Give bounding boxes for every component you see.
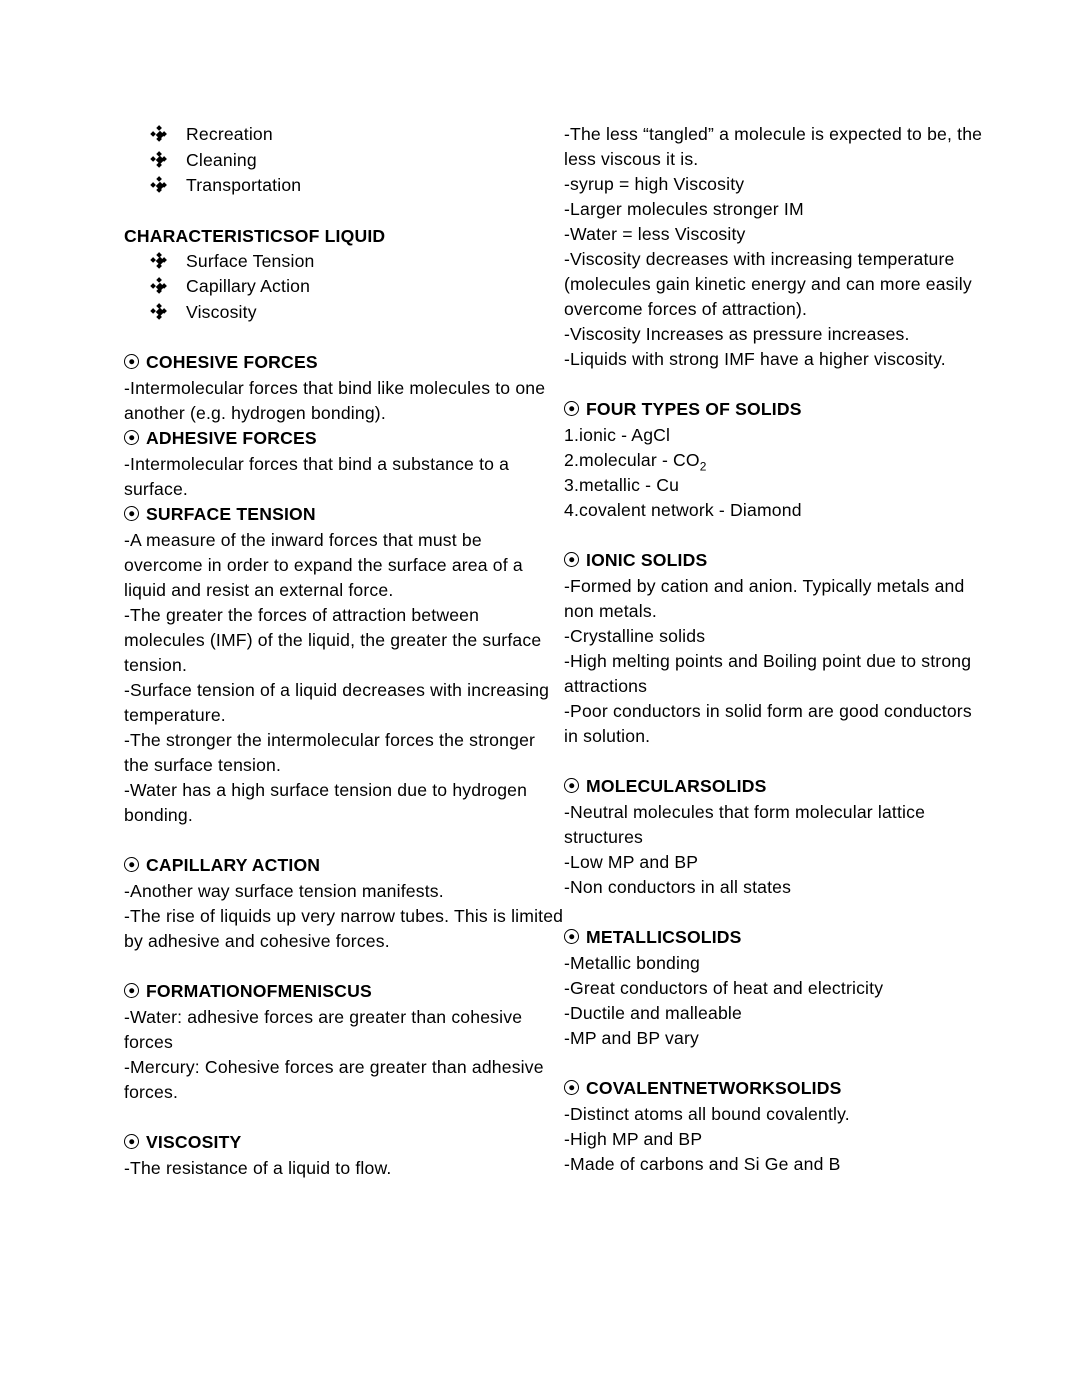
- section-body: -High MP and BP: [564, 1129, 703, 1149]
- section-heading-label: FOUR TYPES OF SOLIDS: [586, 399, 802, 419]
- section-heading-label: VISCOSITY: [146, 1132, 242, 1152]
- circled-dot-bullet-icon: [124, 427, 146, 452]
- section-body: -Poor conductors in solid form are good conductors in solution.: [564, 701, 972, 746]
- section-body: -Viscosity decreases with increasing temperature (molecules gain kinetic energy and can more easily overcome forces of attraction).: [564, 249, 972, 319]
- section-heading-ionic-solids: [564, 548, 984, 574]
- section-body: -Viscosity Increases as pressure increases.: [564, 324, 910, 344]
- section-heading-label: CAPILLARY ACTION: [146, 855, 321, 875]
- spacer: [564, 523, 984, 548]
- list-item-label: Cleaning: [186, 149, 257, 170]
- circled-dot-bullet-icon: [124, 854, 146, 879]
- circled-dot-bullet-icon: [564, 398, 586, 423]
- formula-subscript: 2: [699, 459, 707, 474]
- section-body: -Great conductors of heat and electricity: [564, 978, 884, 998]
- section-heading-label: ADHESIVE FORCES: [146, 428, 317, 448]
- section-heading-label: COVALENTNETWORKSOLIDS: [586, 1078, 842, 1098]
- list-item: [152, 173, 564, 199]
- spacer: [124, 828, 564, 853]
- diamond-bullet-icon: [152, 249, 186, 275]
- spacer: [564, 749, 984, 774]
- diamond-bullet-icon: [152, 274, 186, 300]
- spacer: [124, 199, 564, 224]
- section-heading-molecular-solids: [564, 774, 984, 800]
- list-item: [152, 249, 564, 275]
- formula-prefix: 2.molecular - CO: [564, 450, 700, 470]
- numbered-list-item: 4.covalent network - Diamond: [564, 500, 802, 520]
- section-heading-capillary-action: [124, 853, 564, 879]
- section-body: -Distinct atoms all bound covalently.: [564, 1104, 850, 1124]
- two-column-layout: [0, 122, 1080, 1181]
- right-column: [564, 122, 984, 1177]
- section-heading-label: METALLICSOLIDS: [586, 927, 742, 947]
- section-body: -syrup = high Viscosity: [564, 174, 745, 194]
- section-heading-label: FORMATIONOFMENISCUS: [146, 981, 372, 1001]
- section-body: -The less “tangled” a molecule is expected to be, the less viscous it is.: [564, 124, 983, 169]
- list-item-label: Capillary Action: [186, 276, 311, 296]
- characteristics-list: [124, 249, 564, 326]
- circled-dot-bullet-icon: [564, 549, 586, 574]
- list-item: [152, 300, 564, 326]
- characteristics-heading: CHARACTERISTICSOF LIQUID: [124, 225, 386, 246]
- diamond-bullet-icon: [152, 300, 186, 326]
- list-item: [152, 122, 564, 148]
- spacer: [564, 900, 984, 925]
- section-heading-adhesive-forces: [124, 426, 564, 452]
- circled-dot-bullet-icon: [124, 351, 146, 376]
- spacer: [564, 1051, 984, 1076]
- section-heading-label: IONIC SOLIDS: [586, 550, 708, 570]
- numbered-list-item: 1.ionic - AgCl: [564, 425, 671, 445]
- viscosity-continued-block: [564, 122, 984, 372]
- section-body: -Water has a high surface tension due to hydrogen bonding.: [124, 780, 528, 825]
- section-body: -Ductile and malleable: [564, 1003, 742, 1023]
- section-body: -Intermolecular forces that bind like molecules to one another (e.g. hydrogen bonding).: [124, 378, 546, 423]
- section-body: -Made of carbons and Si Ge and B: [564, 1154, 841, 1174]
- section-body: -Formed by cation and anion. Typically metals and non metals.: [564, 576, 965, 621]
- section-body: -Mercury: Cohesive forces are greater than adhesive forces.: [124, 1057, 544, 1102]
- section-body: -Metallic bonding: [564, 953, 700, 973]
- section-body: -The resistance of a liquid to flow.: [124, 1158, 392, 1178]
- section-body: -MP and BP vary: [564, 1028, 699, 1048]
- list-item-label: Recreation: [186, 124, 273, 144]
- list-item-label: Surface Tension: [186, 250, 315, 271]
- section-body: -Liquids with strong IMF have a higher viscosity.: [564, 349, 946, 369]
- circled-dot-bullet-icon: [564, 1077, 586, 1102]
- section-body: -The stronger the intermolecular forces the stronger the surface tension.: [124, 730, 536, 775]
- section-heading-cohesive-forces: [124, 350, 564, 376]
- list-item-label: Viscosity: [186, 301, 257, 322]
- section-heading-label: COHESIVE FORCES: [146, 352, 318, 372]
- diamond-bullet-icon: [152, 122, 186, 148]
- circled-dot-bullet-icon: [564, 775, 586, 800]
- list-item: [152, 274, 564, 300]
- spacer: [124, 954, 564, 979]
- section-body: -Non conductors in all states: [564, 877, 792, 897]
- section-heading-label: SURFACE TENSION: [146, 504, 316, 524]
- numbered-list-item: 3.metallic - Cu: [564, 475, 680, 495]
- numbered-list-item: [564, 448, 984, 473]
- circled-dot-bullet-icon: [124, 503, 146, 528]
- section-body: -High melting points and Boiling point due to strong attractions: [564, 651, 972, 696]
- section-body: -Low MP and BP: [564, 852, 699, 872]
- section-body: -Water = less Viscosity: [564, 224, 746, 244]
- circled-dot-bullet-icon: [124, 980, 146, 1005]
- section-heading-metallic-solids: [564, 925, 984, 951]
- diamond-bullet-icon: [152, 148, 186, 174]
- list-item-label: Transportation: [186, 175, 302, 195]
- section-heading-formation-of-meniscus: [124, 979, 564, 1005]
- section-heading-viscosity: [124, 1130, 564, 1156]
- section-heading-label: MOLECULARSOLIDS: [586, 776, 767, 796]
- section-body: -Intermolecular forces that bind a substance to a surface.: [124, 454, 510, 499]
- circled-dot-bullet-icon: [564, 926, 586, 951]
- left-column: [124, 122, 564, 1181]
- section-body: -Water: adhesive forces are greater than cohesive forces: [124, 1007, 523, 1052]
- section-body: -A measure of the inward forces that must be overcome in order to expand the surface area of a liquid and resist an external force.: [124, 530, 523, 600]
- uses-list: [124, 122, 564, 199]
- section-body: -Surface tension of a liquid decreases with increasing temperature.: [124, 680, 550, 725]
- section-body: -Larger molecules stronger IM: [564, 199, 804, 219]
- section-body: -Another way surface tension manifests.: [124, 881, 444, 901]
- section-body: -Crystalline solids: [564, 626, 706, 646]
- section-heading-covalent-network-solids: [564, 1076, 984, 1102]
- section-heading-surface-tension: [124, 502, 564, 528]
- section-body: -The rise of liquids up very narrow tubes. This is limited by adhesive and cohesive forces.: [124, 906, 564, 951]
- section-heading-four-types-of-solids: [564, 397, 984, 423]
- diamond-bullet-icon: [152, 173, 186, 199]
- list-item: [152, 148, 564, 174]
- section-body: -The greater the forces of attraction between molecules (IMF) of the liquid, the greater the surface tension.: [124, 605, 542, 675]
- spacer: [564, 372, 984, 397]
- section-body: -Neutral molecules that form molecular lattice structures: [564, 802, 926, 847]
- circled-dot-bullet-icon: [124, 1131, 146, 1156]
- spacer: [124, 1105, 564, 1130]
- spacer: [124, 325, 564, 350]
